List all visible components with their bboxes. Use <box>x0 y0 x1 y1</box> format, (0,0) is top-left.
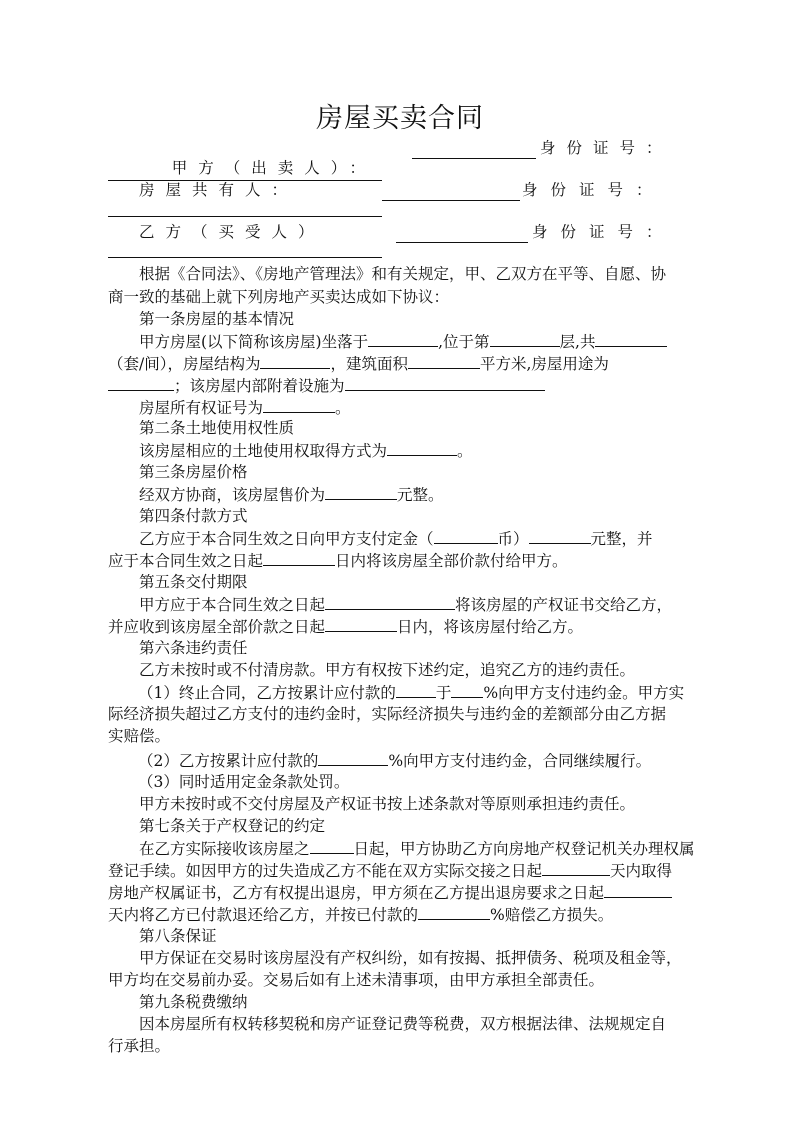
location-blank[interactable] <box>368 331 438 347</box>
currency-blank[interactable] <box>434 528 498 544</box>
article-9-line-1: 因本房屋所有权转移契税和房产证登记费等税费，双方根据法律、法规规定自 <box>139 1015 667 1033</box>
article-6-line-2: 甲方未按时或不交付房屋及产权证书按上述条款对等原则承担违约责任。 <box>139 795 636 813</box>
article-3-title: 第三条房屋价格 <box>139 463 248 481</box>
article-8-line-1: 甲方保证在交易时该房屋没有产权纠纷，如有按揭、抵押债务、税项及租金等， <box>139 949 682 967</box>
land-use-blank[interactable] <box>387 440 457 456</box>
article-2-line-1: 该房屋相应的土地使用权取得方式为 。 <box>139 442 473 460</box>
intro-line-1: 根据《合同法》、《房地产管理法》和有关规定，甲、乙双方在平等、自愿、协 <box>139 265 667 283</box>
article-1-title: 第一条房屋的基本情况 <box>139 310 295 328</box>
article-5-line-1: 甲方应于本合同生效之日起 将该房屋的产权证书交给乙方， <box>139 596 673 614</box>
article-6-clause-1-cont: 际经济损失超过乙方支付的违约金时，实际经济损失与违约金的差额部分由乙方据 <box>108 705 667 723</box>
refund-request-blank[interactable] <box>604 882 672 898</box>
article-6-title: 第六条违约责任 <box>139 639 248 657</box>
article-7-line-2: 登记手续。如因甲方的过失造成乙方不能在双方实际交接之日起 天内取得 <box>108 862 673 880</box>
party-b-id-label: 身份证号： <box>532 223 675 241</box>
certificate-delivery-blank[interactable] <box>325 594 455 610</box>
delivery-days-blank[interactable] <box>325 616 397 632</box>
party-b-label: 乙方（买受人） <box>139 223 325 241</box>
party-a-name-blank[interactable] <box>412 158 536 159</box>
article-4-line-2: 应于本合同生效之日起 日内将该房屋全部价款付给甲方。 <box>108 552 568 570</box>
title-days-blank[interactable] <box>542 860 610 876</box>
article-4-line-1: 乙方应于本合同生效之日向甲方支付定金（ 币） 元整，并 <box>139 530 653 548</box>
article-2-title: 第二条土地使用权性质 <box>139 419 295 437</box>
total-floors-blank[interactable] <box>595 331 667 347</box>
article-7-title: 第七条关于产权登记的约定 <box>139 817 326 835</box>
facilities-blank[interactable] <box>345 375 545 391</box>
article-7-line-3: 房地产权属证书，乙方有权提出退房，甲方须在乙方提出退房要求之日起 <box>108 882 672 903</box>
penalty-blank-2[interactable] <box>451 682 483 698</box>
article-1-line-2: （套/间），房屋结构为 ，建筑面积 平方米,房屋用途为 <box>108 355 609 373</box>
compensation-rate-blank[interactable] <box>418 904 490 920</box>
floor-blank[interactable] <box>490 331 560 347</box>
usage-blank[interactable] <box>108 375 174 391</box>
article-8-title: 第八条保证 <box>139 927 217 945</box>
co-owner-name-blank[interactable] <box>382 200 520 201</box>
party-b-id-blank[interactable] <box>108 257 382 258</box>
article-6-clause-2: （2）乙方按累计应付款的 %向甲方支付违约金，合同继续履行。 <box>138 752 652 770</box>
article-1-line-4: 房屋所有权证号为 。 <box>139 399 351 417</box>
article-5-line-2: 并应收到该房屋全部价款之日起 日内，将该房屋付给乙方。 <box>108 618 584 636</box>
payment-days-blank[interactable] <box>263 550 335 566</box>
party-a-id-label: 身份证号： <box>540 139 673 157</box>
structure-blank[interactable] <box>260 353 330 369</box>
penalty-rate-blank[interactable] <box>318 750 388 766</box>
article-3-line-1: 经双方协商，该房屋售价为 元整。 <box>139 486 444 504</box>
article-4-title: 第四条付款方式 <box>139 507 248 525</box>
article-6-line-1: 乙方未按时或不付清房款。甲方有权按下述约定，追究乙方的违约责任。 <box>139 661 636 679</box>
receipt-days-blank[interactable] <box>310 838 354 854</box>
co-owner-label: 房屋共有人： <box>139 181 299 199</box>
article-9-title: 第九条税费缴纳 <box>139 993 248 1011</box>
article-9-line-2: 行承担。 <box>108 1037 171 1055</box>
deposit-blank[interactable] <box>529 528 591 544</box>
intro-line-2: 商一致的基础上就下列房地产买卖达成如下协议： <box>108 288 450 306</box>
document-title: 房屋买卖合同 <box>316 103 484 134</box>
article-7-line-1: 在乙方实际接收该房屋之 日起，甲方协助乙方向房地产权登记机关办理权属 <box>139 840 695 858</box>
co-owner-id-label: 身份证号： <box>522 181 665 199</box>
article-8-line-2: 甲方均在交易前办妥。交易后如有上述未清事项，由甲方承担全部责任。 <box>108 971 605 989</box>
article-7-line-4: 天内将乙方已付款退还给乙方，并按已付款的 %赔偿乙方损失。 <box>108 906 614 924</box>
area-blank[interactable] <box>408 353 480 369</box>
article-6-clause-1: （1）终止合同，乙方按累计应付款的 于 %向甲方支付违约金。甲方实 <box>138 684 685 702</box>
co-owner-id-blank[interactable] <box>108 216 382 217</box>
party-b-name-blank[interactable] <box>396 242 528 243</box>
certificate-number-blank[interactable] <box>263 397 335 413</box>
article-6-clause-1-end: 实赔偿。 <box>108 727 171 745</box>
party-a-label: 甲方（出卖人）： <box>171 159 376 177</box>
article-1-line-1: 甲方房屋(以下简称该房屋)坐落于 ,位于第 层,共 <box>139 331 667 352</box>
article-1-line-3: ；该房屋内部附着设施为 <box>108 375 545 396</box>
article-6-clause-3: （3）同时适用定金条款处罚。 <box>138 773 350 791</box>
price-blank[interactable] <box>325 484 397 500</box>
article-5-title: 第五条交付期限 <box>139 573 248 591</box>
penalty-blank-1[interactable] <box>396 682 436 698</box>
